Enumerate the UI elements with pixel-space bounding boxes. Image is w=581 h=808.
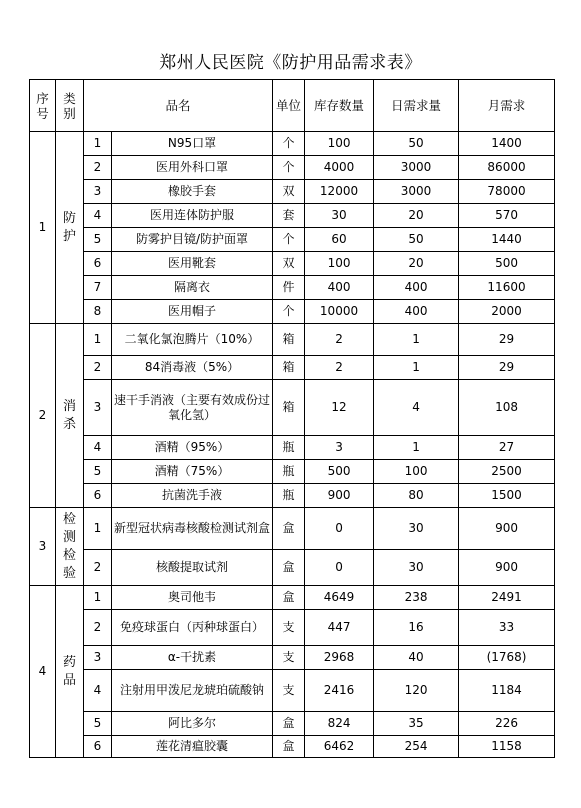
item-stock-cell: 12000 xyxy=(305,180,374,204)
group-seq-cell: 4 xyxy=(30,586,56,758)
item-unit-cell: 盒 xyxy=(273,736,305,758)
item-unit-cell: 瓶 xyxy=(273,460,305,484)
table-row xyxy=(30,460,555,484)
item-daily-cell: 30 xyxy=(374,550,459,586)
table-row xyxy=(30,180,555,204)
item-name-cell: 阿比多尔 xyxy=(112,712,273,736)
item-unit-cell: 套 xyxy=(273,204,305,228)
item-no-cell: 3 xyxy=(84,646,112,670)
item-daily-cell: 1 xyxy=(374,324,459,356)
header-unit: 单位 xyxy=(273,80,305,132)
item-stock-cell: 100 xyxy=(305,252,374,276)
group-category-cell: 消杀 xyxy=(56,324,84,508)
item-monthly-cell: 226 xyxy=(459,712,555,736)
item-name-cell: 核酸提取试剂 xyxy=(112,550,273,586)
item-daily-cell: 1 xyxy=(374,436,459,460)
item-name-cell: 医用外科口罩 xyxy=(112,156,273,180)
item-unit-cell: 件 xyxy=(273,276,305,300)
item-unit-cell: 箱 xyxy=(273,380,305,436)
table-row xyxy=(30,610,555,646)
item-no-cell: 5 xyxy=(84,460,112,484)
table-row xyxy=(30,132,555,156)
table-title: 郑州人民医院《防护用品需求表》 xyxy=(159,53,422,73)
item-no-cell: 7 xyxy=(84,276,112,300)
item-monthly-cell: (1768) xyxy=(459,646,555,670)
table-row xyxy=(30,324,555,356)
item-monthly-cell: 29 xyxy=(459,356,555,380)
item-name-cell: 医用帽子 xyxy=(112,300,273,324)
item-daily-cell: 3000 xyxy=(374,180,459,204)
item-stock-cell: 0 xyxy=(305,550,374,586)
item-monthly-cell: 27 xyxy=(459,436,555,460)
item-daily-cell: 20 xyxy=(374,204,459,228)
item-stock-cell: 900 xyxy=(305,484,374,508)
item-unit-cell: 瓶 xyxy=(273,484,305,508)
group-category-cell: 检测检验 xyxy=(56,508,84,586)
item-unit-cell: 盒 xyxy=(273,712,305,736)
item-unit-cell: 箱 xyxy=(273,356,305,380)
item-no-cell: 2 xyxy=(84,156,112,180)
item-stock-cell: 400 xyxy=(305,276,374,300)
item-no-cell: 4 xyxy=(84,670,112,712)
item-name-cell: 二氧化氯泡腾片（10%） xyxy=(112,324,273,356)
header-monthly: 月需求 xyxy=(459,80,555,132)
item-unit-cell: 支 xyxy=(273,646,305,670)
item-daily-cell: 238 xyxy=(374,586,459,610)
item-monthly-cell: 86000 xyxy=(459,156,555,180)
item-name-cell: N95口罩 xyxy=(112,132,273,156)
item-name-cell: 防雾护目镜/防护面罩 xyxy=(112,228,273,252)
item-stock-cell: 4649 xyxy=(305,586,374,610)
item-stock-cell: 10000 xyxy=(305,300,374,324)
item-stock-cell: 0 xyxy=(305,508,374,550)
header-seq: 序 号 xyxy=(30,80,56,132)
table-row xyxy=(30,228,555,252)
item-stock-cell: 3 xyxy=(305,436,374,460)
table-row xyxy=(30,670,555,712)
item-no-cell: 2 xyxy=(84,356,112,380)
item-no-cell: 6 xyxy=(84,736,112,758)
table-body xyxy=(30,132,555,758)
item-name-cell: 医用连体防护服 xyxy=(112,204,273,228)
item-no-cell: 5 xyxy=(84,712,112,736)
table-row xyxy=(30,356,555,380)
item-daily-cell: 50 xyxy=(374,132,459,156)
item-no-cell: 1 xyxy=(84,586,112,610)
group-seq-cell: 1 xyxy=(30,132,56,324)
item-monthly-cell: 1184 xyxy=(459,670,555,712)
table-row xyxy=(30,550,555,586)
item-no-cell: 1 xyxy=(84,324,112,356)
item-monthly-cell: 2500 xyxy=(459,460,555,484)
item-monthly-cell: 1440 xyxy=(459,228,555,252)
group-seq-cell: 2 xyxy=(30,324,56,508)
group-seq-cell: 3 xyxy=(30,508,56,586)
item-name-cell: 隔离衣 xyxy=(112,276,273,300)
item-monthly-cell: 500 xyxy=(459,252,555,276)
header-name: 品名 xyxy=(84,80,273,132)
item-no-cell: 4 xyxy=(84,436,112,460)
item-name-cell: 速干手消液（主要有效成份过氧化氢） xyxy=(112,380,273,436)
item-unit-cell: 个 xyxy=(273,228,305,252)
table-row xyxy=(30,712,555,736)
item-monthly-cell: 29 xyxy=(459,324,555,356)
group-category-cell: 药品 xyxy=(56,586,84,758)
item-name-cell: 新型冠状病毒核酸检测试剂盒 xyxy=(112,508,273,550)
table-row xyxy=(30,436,555,460)
item-name-cell: 医用靴套 xyxy=(112,252,273,276)
item-monthly-cell: 2491 xyxy=(459,586,555,610)
item-monthly-cell: 11600 xyxy=(459,276,555,300)
table-row xyxy=(30,380,555,436)
item-name-cell: 84消毒液（5%） xyxy=(112,356,273,380)
item-name-cell: 酒精（95%） xyxy=(112,436,273,460)
item-monthly-cell: 1158 xyxy=(459,736,555,758)
item-no-cell: 2 xyxy=(84,610,112,646)
item-stock-cell: 824 xyxy=(305,712,374,736)
item-stock-cell: 12 xyxy=(305,380,374,436)
item-stock-cell: 4000 xyxy=(305,156,374,180)
item-monthly-cell: 2000 xyxy=(459,300,555,324)
item-stock-cell: 6462 xyxy=(305,736,374,758)
item-no-cell: 4 xyxy=(84,204,112,228)
item-unit-cell: 支 xyxy=(273,670,305,712)
table-row xyxy=(30,300,555,324)
table-row xyxy=(30,484,555,508)
item-daily-cell: 400 xyxy=(374,300,459,324)
item-name-cell: 莲花清瘟胶囊 xyxy=(112,736,273,758)
item-stock-cell: 100 xyxy=(305,132,374,156)
item-stock-cell: 2416 xyxy=(305,670,374,712)
item-monthly-cell: 570 xyxy=(459,204,555,228)
item-name-cell: 注射用甲泼尼龙琥珀硫酸钠 xyxy=(112,670,273,712)
item-no-cell: 3 xyxy=(84,380,112,436)
item-daily-cell: 30 xyxy=(374,508,459,550)
item-name-cell: 橡胶手套 xyxy=(112,180,273,204)
item-monthly-cell: 900 xyxy=(459,508,555,550)
item-name-cell: 酒精（75%） xyxy=(112,460,273,484)
item-no-cell: 8 xyxy=(84,300,112,324)
item-no-cell: 5 xyxy=(84,228,112,252)
item-daily-cell: 254 xyxy=(374,736,459,758)
item-name-cell: 奥司他韦 xyxy=(112,586,273,610)
item-no-cell: 1 xyxy=(84,508,112,550)
table-row xyxy=(30,508,555,550)
header-category: 类 别 xyxy=(56,80,84,132)
item-unit-cell: 双 xyxy=(273,252,305,276)
header-daily: 日需求量 xyxy=(374,80,459,132)
table-row xyxy=(30,204,555,228)
item-unit-cell: 支 xyxy=(273,610,305,646)
item-unit-cell: 盒 xyxy=(273,550,305,586)
item-unit-cell: 个 xyxy=(273,300,305,324)
item-monthly-cell: 1500 xyxy=(459,484,555,508)
item-monthly-cell: 78000 xyxy=(459,180,555,204)
table-row xyxy=(30,156,555,180)
table-row xyxy=(30,646,555,670)
header-row xyxy=(30,80,555,132)
item-daily-cell: 4 xyxy=(374,380,459,436)
item-daily-cell: 1 xyxy=(374,356,459,380)
supply-demand-table xyxy=(29,79,555,758)
item-monthly-cell: 1400 xyxy=(459,132,555,156)
item-no-cell: 6 xyxy=(84,484,112,508)
item-daily-cell: 100 xyxy=(374,460,459,484)
item-daily-cell: 120 xyxy=(374,670,459,712)
table-row xyxy=(30,252,555,276)
item-unit-cell: 盒 xyxy=(273,508,305,550)
item-stock-cell: 500 xyxy=(305,460,374,484)
item-unit-cell: 盒 xyxy=(273,586,305,610)
item-daily-cell: 50 xyxy=(374,228,459,252)
item-unit-cell: 箱 xyxy=(273,324,305,356)
table-row xyxy=(30,736,555,758)
item-daily-cell: 400 xyxy=(374,276,459,300)
item-stock-cell: 2 xyxy=(305,324,374,356)
item-daily-cell: 80 xyxy=(374,484,459,508)
item-stock-cell: 30 xyxy=(305,204,374,228)
item-monthly-cell: 33 xyxy=(459,610,555,646)
item-no-cell: 6 xyxy=(84,252,112,276)
item-no-cell: 1 xyxy=(84,132,112,156)
item-monthly-cell: 900 xyxy=(459,550,555,586)
item-stock-cell: 447 xyxy=(305,610,374,646)
item-unit-cell: 双 xyxy=(273,180,305,204)
item-stock-cell: 2 xyxy=(305,356,374,380)
item-unit-cell: 个 xyxy=(273,132,305,156)
item-name-cell: 抗菌洗手液 xyxy=(112,484,273,508)
item-name-cell: α-干扰素 xyxy=(112,646,273,670)
item-name-cell: 免疫球蛋白（丙种球蛋白） xyxy=(112,610,273,646)
table-row xyxy=(30,586,555,610)
item-stock-cell: 60 xyxy=(305,228,374,252)
table-row xyxy=(30,276,555,300)
item-unit-cell: 瓶 xyxy=(273,436,305,460)
item-no-cell: 3 xyxy=(84,180,112,204)
item-monthly-cell: 108 xyxy=(459,380,555,436)
item-daily-cell: 3000 xyxy=(374,156,459,180)
header-stock: 库存数量 xyxy=(305,80,374,132)
group-category-cell: 防护 xyxy=(56,132,84,324)
item-unit-cell: 个 xyxy=(273,156,305,180)
item-daily-cell: 40 xyxy=(374,646,459,670)
item-daily-cell: 35 xyxy=(374,712,459,736)
item-no-cell: 2 xyxy=(84,550,112,586)
item-stock-cell: 2968 xyxy=(305,646,374,670)
item-daily-cell: 16 xyxy=(374,610,459,646)
item-daily-cell: 20 xyxy=(374,252,459,276)
